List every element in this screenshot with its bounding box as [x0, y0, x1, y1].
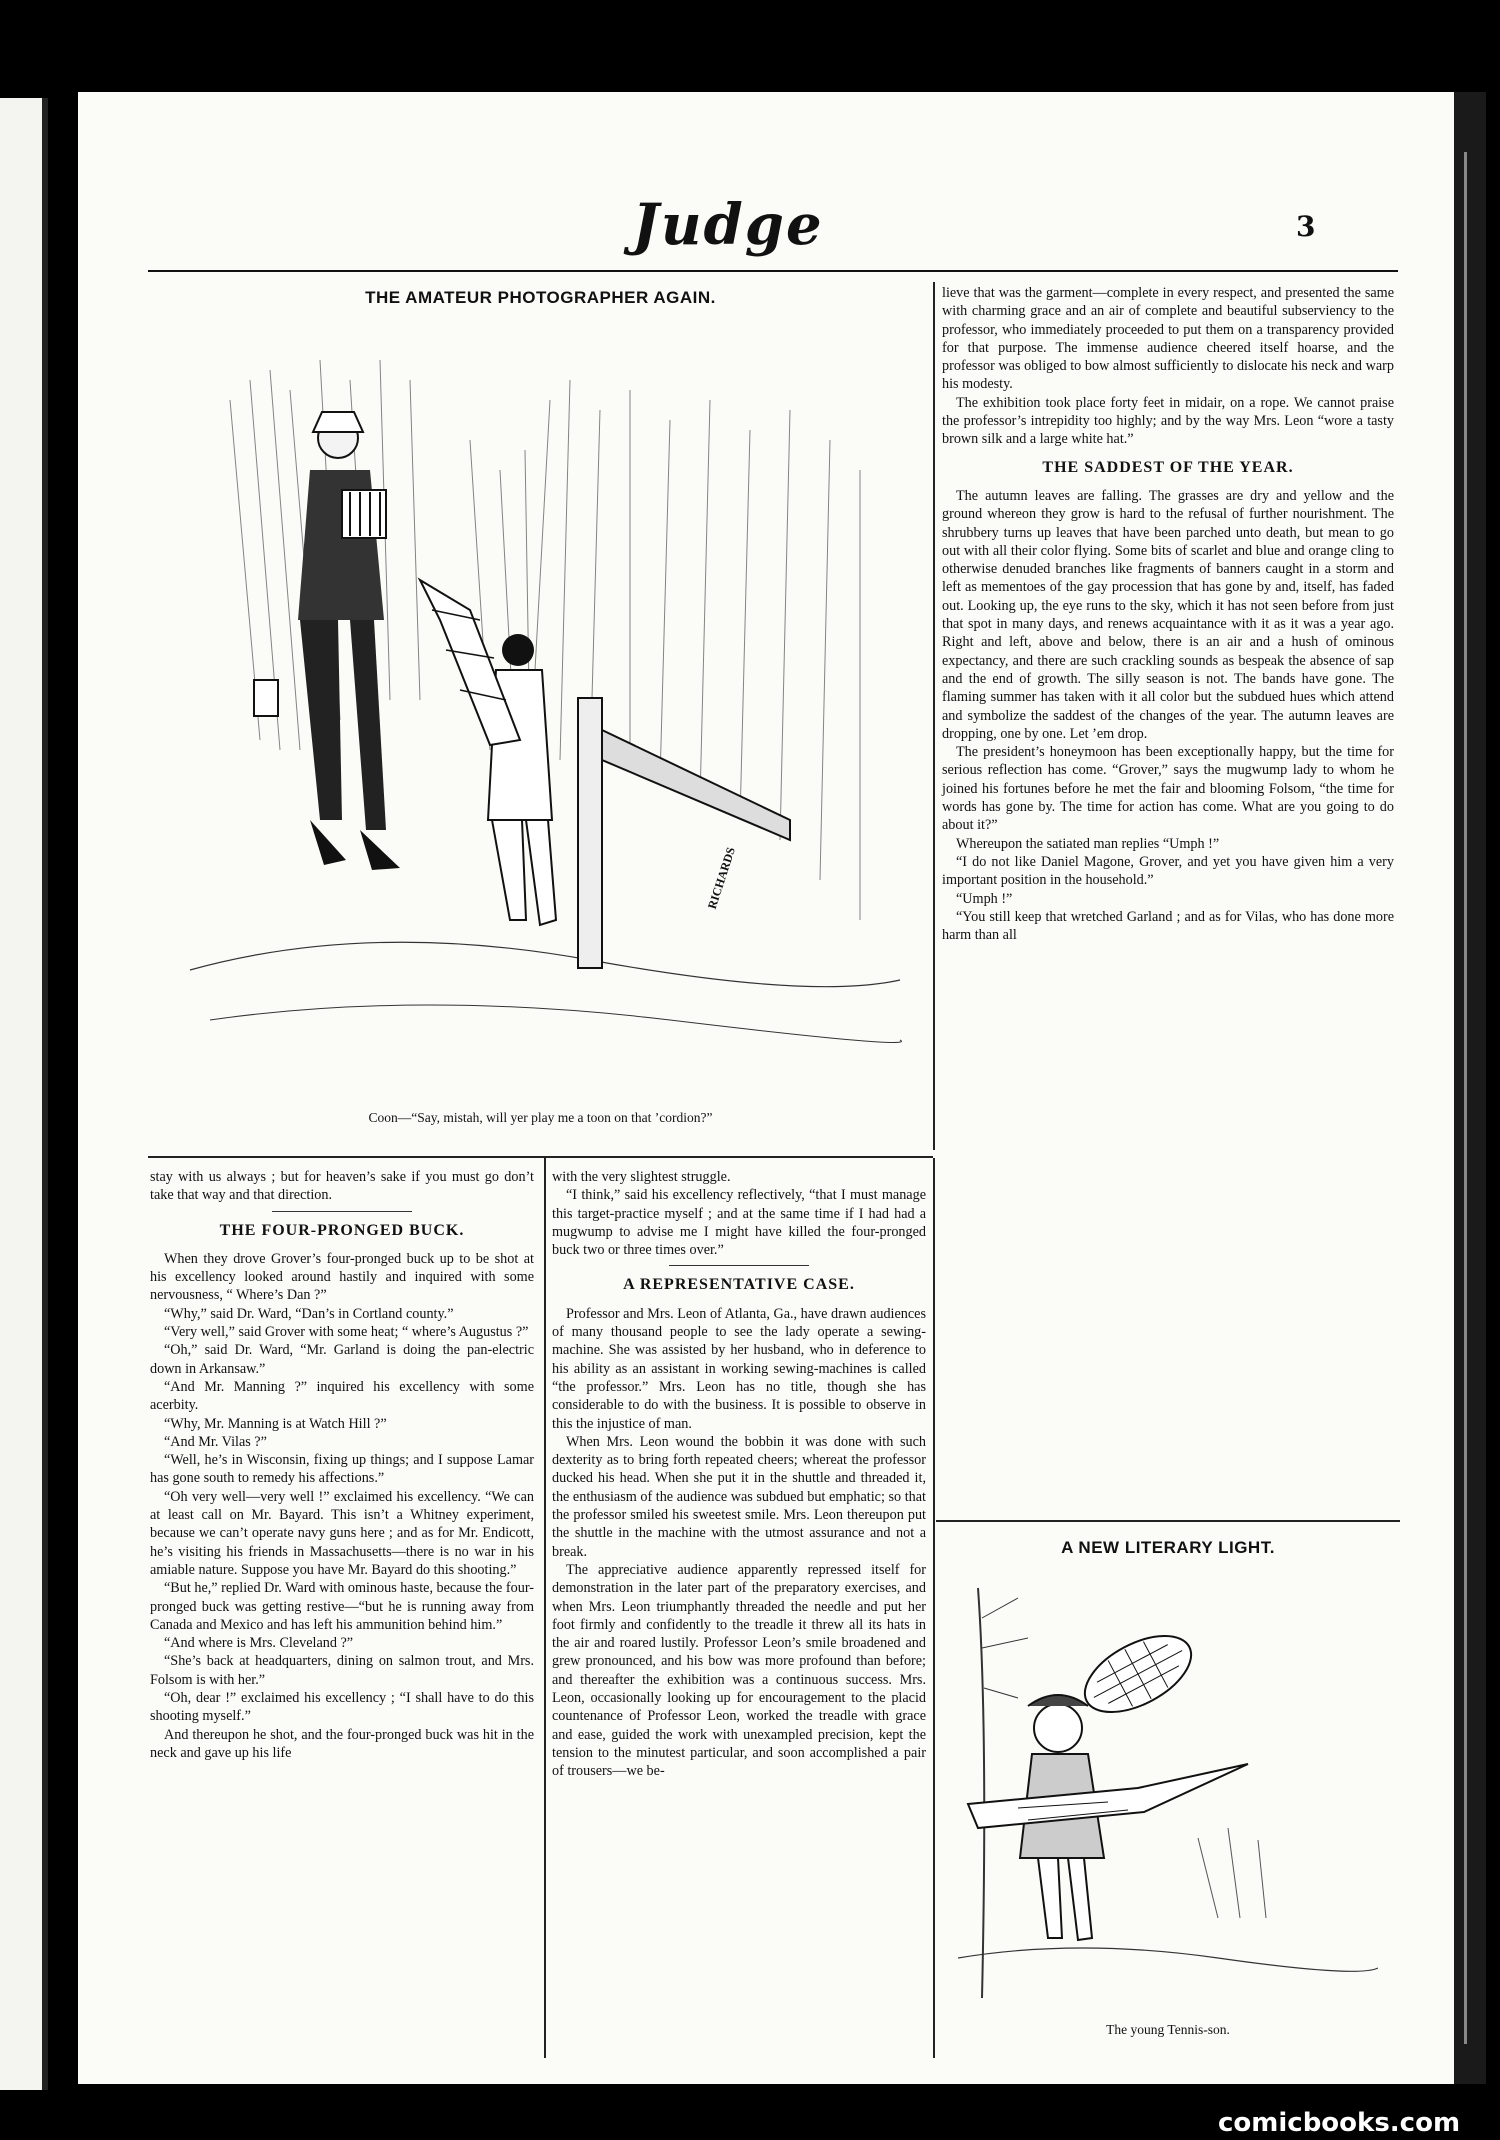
column-3-intro: lieve that was the garment—complete in every respect, and presented the same with charming grace and an air of complete and beautiful subserviency to the professor, who immediately proceeded to put them on a transparency provided for that purpose. The immense audience cheered itself hoarse, and the professor was obliged to bow almost sufficiently to dislocate his neck and warp his modesty. [942, 285, 1394, 393]
paragraph: “Oh,” said Dr. Ward, “Mr. Garland is doing the pan-electric down in Arkansaw.” [150, 1342, 534, 1377]
cartoon-title: A NEW LITERARY LIGHT. [1061, 1538, 1275, 1557]
column-2 [552, 1168, 926, 2048]
article-heading-four-pronged-buck: THE FOUR-PRONGED BUCK. [219, 1221, 465, 1239]
paragraph: “Oh, dear !” exclaimed his excellency ; “I shall have to do this shooting myself.” [150, 1690, 534, 1725]
paragraph: “Well, he’s in Wisconsin, fixing up things; and I suppose Lamar has gone south to remedy his affections.” [150, 1452, 534, 1487]
section-rule [272, 1211, 412, 1212]
paragraph: “But he,” replied Dr. Ward with ominous haste, because the four-pronged buck was getting restive—“but he is running away from Canada and Mexico and has left his ammunition behind him.” [150, 1580, 534, 1633]
paragraph: “Very well,” said Grover with some heat; “ where’s Augustus ?” [164, 1324, 529, 1341]
column-divider-left [544, 1158, 546, 2058]
column-divider-top [933, 282, 935, 1150]
cartoon-signature: RICHARDS [704, 845, 738, 911]
paragraph: “You still keep that wretched Garland ; and as for Vilas, who has done more harm than all [942, 908, 1394, 944]
previous-page-edge [0, 98, 48, 2090]
paragraph: When they drove Grover’s four-pronged buck up to be shot at his excellency looked around hastily and inquired with some nervousness, “ Where’s Dan ?” [150, 1250, 534, 1304]
watermark: comicbooks.com [1218, 2108, 1461, 2138]
column-1 [150, 1168, 534, 2048]
section-rule [669, 1265, 809, 1266]
paragraph: “Oh very well—very well !” exclaimed his excellency. “We can at least call on Mr. Bayard. This isn’t a Whitney experiment, because we can’t operate navy guns here ; and as for Mr. Endicott, he’s visiting his friends in Massachusetts—there is no war in his amiable nature. Suppose you have Mr. Bayard do this shooting.” [150, 1488, 534, 1578]
paragraph: “And Mr. Manning ?” inquired his excellency with some acerbity. [150, 1378, 534, 1414]
paragraph: “Why, Mr. Manning is at Watch Hill ?” [164, 1415, 387, 1432]
cartoon-caption: The young Tennis-son. [1106, 2022, 1230, 2037]
cartoon-title: THE AMATEUR PHOTOGRAPHER AGAIN. [365, 288, 716, 307]
paragraph: Professor and Mrs. Leon of Atlanta, Ga., have drawn audiences of many thousand people to see the lady operate a sewing-machine. She was assisted by her husband, who in deference to his ability as an assistant in working sewing-machines is called “the professor.” Mrs. Leon has no title, though she has considerable to do with the business. It is possible to observe in this the injustice of man. [552, 1305, 926, 1432]
paragraph: The autumn leaves are falling. The grasses are dry and yellow and the ground whereon they grow is hard to the refusal of further nourishment. The shrubbery turns up leaves that have been parched unto death, but mean to go out with all their color flying. Some bits of scarlet and blue and orange cling to otherwise denuded branches like fragments of banners caught in a storm and left as mementoes of the gay procession that has gone by and, itself, has faded out. Looking up, the eye runs to the sky, which it has not seen before from just that spot in many days, and renews acquaintance with it as it was a year ago. Right and left, above and below, there is an air and a hush of ominous expectancy, and there are such crackling sounds as bespeak the absence of sap and the end of growth. The silly season is not. The bands have gone. The flaming summer has taken with it all color but the subdued hues which attend and symbolize the saddest of the changes of the year. The autumn leaves are dropping, one by one. Let ’em drop. [942, 487, 1394, 742]
header-rule [148, 270, 1398, 272]
paragraph: “I think,” said his excellency reflectively, “that I must manage this target-practice myself ; and at the same time if I had had a mugwump to advise me I might have killed the four-pronged buck two or three times over.” [552, 1187, 926, 1259]
paragraph: “And where is Mrs. Cleveland ?” [164, 1635, 354, 1652]
cartoon-bottom-rule [148, 1156, 933, 1158]
page-binding-edge [1454, 92, 1486, 2084]
right-column-rule [936, 1520, 1400, 1522]
masthead-logo: Judge [632, 192, 824, 258]
paragraph: The appreciative audience apparently repressed itself for demonstration in the later part of the preparatory exercises, and when Mrs. Leon triumphantly threaded the needle and put her foot firmly and confidently to the treadle it threw all its hats in the air and roared lustily. Professor Leon’s smile broadened and grew pronounced, and his bow was more profound than before; and thereafter the exhibition was a continuous success. Mrs. Leon, occasionally looking up for encouragement to the placid countenance of Professor Leon, worked the treadle with grace and ease, guided the work with unexampled precision, kept the tension to the minutest particular, and soon accomplished a pair of trousers—we be- [552, 1561, 926, 1780]
paragraph: “She’s back at headquarters, dining on salmon trout, and Mrs. Folsom is with her.” [150, 1653, 534, 1688]
column-2-intro: with the very slightest struggle. [552, 1169, 731, 1185]
tennis-son-illustration [958, 1578, 1378, 1998]
paragraph: And thereupon he shot, and the four-pronged buck was hit in the neck and gave up his life [150, 1726, 534, 1761]
article-heading-saddest-of-the-year: THE SADDEST OF THE YEAR. [1042, 458, 1294, 476]
amateur-photographer-illustration [170, 320, 910, 1082]
column-3 [942, 284, 1394, 1514]
page-number: 3 [1296, 210, 1316, 243]
paragraph: “Umph !” [956, 890, 1013, 907]
column-divider-right [933, 1158, 935, 2058]
paragraph: The president’s honeymoon has been exceptionally happy, but the time for serious reflection has come. “Grover,” says the mugwump lady to whom he joined his fortunes before he met the fair and blooming Folsom, “the time for words has gone by. The time for action has come. What are you going to do about it?” [942, 744, 1394, 834]
paragraph: The exhibition took place forty feet in midair, on a rope. We cannot praise the professor’s intrepidity too highly; and by the way Mrs. Leon “wore a tasty brown silk and a large white hat.” [942, 394, 1394, 448]
paragraph: When Mrs. Leon wound the bobbin it was done with such dexterity as to bring forth repeated cheers; whereat the professor ducked his head. When she put it in the shuttle and threaded it, the enthusiasm of the audience was subdued but emphatic; so that the professor smiled his sweetest smile. Mrs. Leon thereupon put the shuttle in the machine with the utmost assurance and not a break. [552, 1433, 926, 1560]
paragraph: “And Mr. Vilas ?” [164, 1433, 267, 1450]
paragraph: “I do not like Daniel Magone, Grover, and yet you have given him a very important position in the household.” [942, 853, 1394, 889]
article-heading-representative-case: A REPRESENTATIVE CASE. [623, 1276, 855, 1294]
cartoon-caption: Coon—“Say, mistah, will yer play me a toon on that ’cordion?” [368, 1110, 713, 1125]
newspaper-page [78, 92, 1486, 2084]
paragraph: Whereupon the satiated man replies “Umph !” [956, 835, 1220, 852]
column-1-intro: stay with us always ; but for heaven’s sake if you must go don’t take that way and that direction. [150, 1169, 534, 1204]
paragraph: “Why,” said Dr. Ward, “Dan’s in Cortland county.” [164, 1305, 454, 1322]
